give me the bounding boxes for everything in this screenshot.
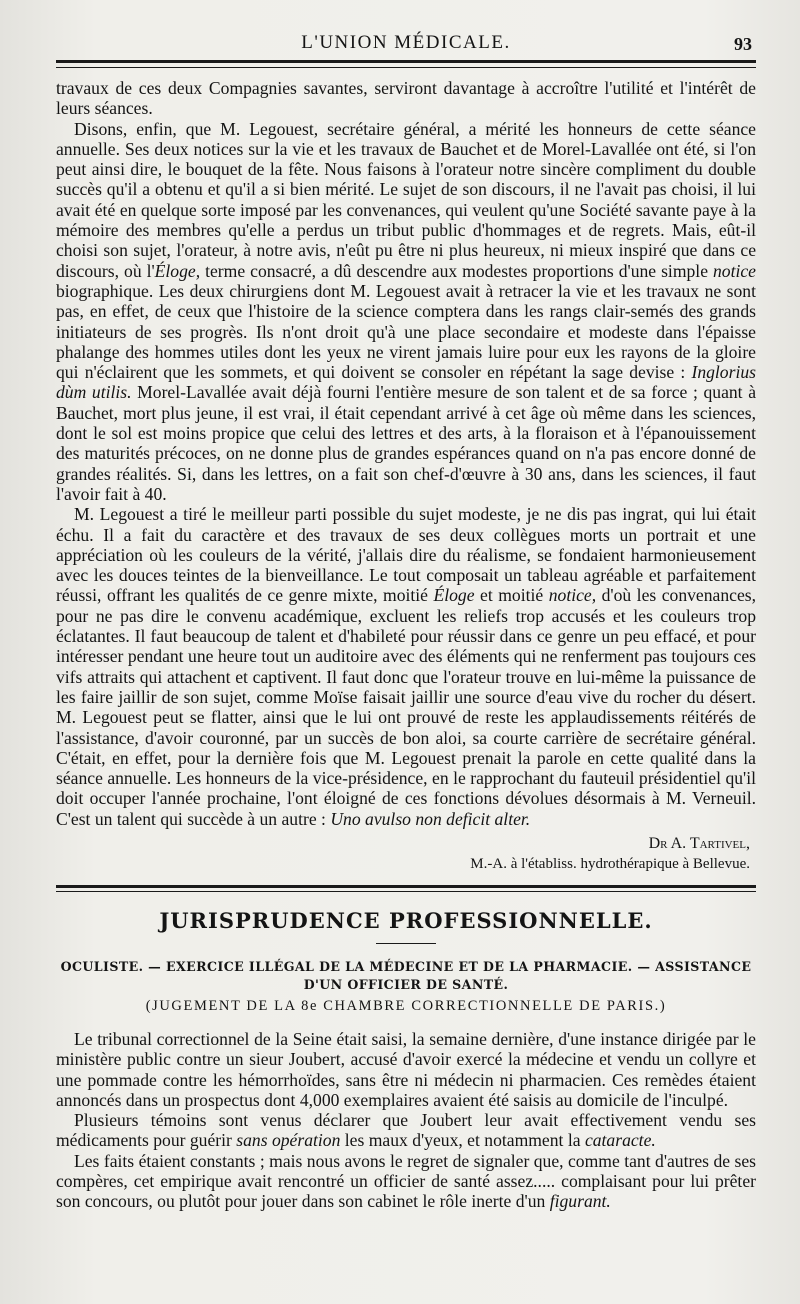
journal-title: L'UNION MÉDICALE.: [301, 32, 511, 53]
italic-figurant: figurant.: [549, 1191, 611, 1212]
case-subheading: (JUGEMENT DE LA 8e CHAMBRE CORRECTIONNELLE DE PARIS.): [145, 997, 667, 1014]
paragraph-intro: travaux de ces deux Compagnies savantes, serviront davantage à accroître l'utilité et l'intérêt de leurs séances.: [56, 78, 756, 119]
paragraph-tribunal: Le tribunal correctionnel de la Seine était saisi, la semaine dernière, d'une instance dirigée par le ministère public contre un sieur Joubert, accusé d'avoir exercé la médecine et vendu un collyre et une pommade contre les hémorrhoïdes, sans être ni médecin ni pharmacien. Ces remèdes étaient annoncés dans un prospectus dont 4,000 exemplaires avaient été saisis au domicile de l'inculpé.: [56, 1028, 756, 1110]
italic-sans-operation: sans opération: [236, 1130, 341, 1151]
italic-latin-quote: Uno avulso non deficit alter.: [330, 808, 531, 829]
italic-eloge: Éloge,: [154, 260, 201, 281]
paragraph-legouest-parti: [56, 504, 756, 829]
text-run: Morel-Lavallée avait déjà fourni l'entière mesure de son talent et de sa force ; quant à Bauchet, mort plus jeune, il est vrai, il était cependant arrivé à cet âge où même dans les sciences, dont le sol est moins propice que celui des lettres et des arts, à la floraison et à l'épanouissement des maturités précoces, on ne donne plus de grandes espérances quand on n'a pas encore donné de grandes réalités. Si, dans les lettres, on a fait son chef-d'œuvre à 30 ans, dans les sciences, il faut l'avoir fait à 40.: [56, 382, 757, 504]
text-run: Disons, enfin, que M. Legouest, secrétaire général, a mérité les honneurs de cette séance annuelle. Ses deux notices sur la vie et les travaux de Bauchet et de Morel-Lavallée ont été, si l'on peut ainsi dire, le bouquet de la fête. Nous faisons à l'orateur notre sincère compliment du double succès qu'il a obtenu et qu'il a si bien mérité. Le sujet de son discours, il ne l'avait pas choisi, il lui avait été en quelque sorte imposé par les convenances, qui veulent qu'une Société savante paye à la mémoire des membres qu'elle a perdus un tribut public d'hommages et de regrets. Mais, eût-il choisi son sujet, l'orateur, à notre avis, n'eût pu être ni plus heureux, ni mieux inspiré que dans ce discours, où l': [56, 118, 756, 281]
signature-block: [56, 833, 750, 875]
title-underline: [376, 943, 436, 944]
text-run: et moitié: [474, 585, 549, 606]
italic-eloge: Éloge: [433, 585, 475, 606]
case-heading: OCULISTE. — EXERCICE ILLÉGAL DE LA MÉDECINE ET DE LA PHARMACIE. — ASSISTANCE D'UN OFFICIER DE SANTÉ.: [60, 958, 752, 992]
section-title: JURISPRUDENCE PROFESSIONNELLE.: [159, 907, 653, 933]
section-rule: [56, 885, 756, 892]
text-run: d'où les convenances, pour ne pas dire le convenu académique, excluent les reliefs trop accusés et les couleurs trop éclatantes. Il faut beaucoup de talent et d'habileté pour réussir dans ce genre un peu effacé, et pour intéresser pendant une heure tout un auditoire avec des éléments qui ne renferment pas toujours ces vifs attraits qui attachent et captivent. Il faut donc que l'orateur trouve en lui-même la puissance de les faire jaillir de son sujet, comme Moïse faisait jaillir une source d'eau vive du rocher du désert. M. Legouest peut se flatter, ainsi que le lui ont prouvé de reste les applaudissements réitérés de l'assistance, d'avoir couronné, par un succès de bon aloi, sa courte carrière de secrétaire général. C'était, en effet, pour la dernière fois que M. Legouest prenait la parole en cette qualité dans la séance annuelle. Les honneurs de la vice-présidence, en le rapprochant du fauteuil présidentiel qu'il doit occuper l'année prochaine, l'ont éloigné de ces fonctions dévolues désormais à M. Verneuil. C'est un talent qui succède à un autre :: [56, 585, 756, 829]
paragraph-temoins: [56, 1110, 756, 1151]
text-run: biographique. Les deux chirurgiens dont M. Legouest avait à retracer la vie et les travaux ne sont pas, en effet, de ceux que l'histoire de la science comptera dans les rangs clair-semés des grands initiateurs de ses progrès. Ils n'ont droit qu'à une place secondaire et modeste dans l'épaisse phalange des hommes utiles dont les yeux ne virent jamais luire pour eux les rayons de la gloire qui n'éclairent que les sommets, et qui doivent se consoler en répétant la sage devise :: [56, 280, 756, 383]
author-title: M.-A. à l'établiss. hydrothérapique à Bellevue.: [470, 855, 750, 872]
author-name: Dr A. Tartivel,: [648, 834, 750, 852]
page-number: 93: [734, 34, 752, 54]
italic-notice: notice: [713, 260, 756, 281]
text-run: Les faits étaient constants ; mais nous avons le regret de signaler que, comme tant d'autres de ses compères, cet empirique avait rencontré un officier de santé assez..... complaisant pour lui prêter son concours, ou plutôt pour jouer dans son cabinet le rôle inerte d'un: [56, 1150, 756, 1212]
running-head: [56, 26, 756, 56]
header-rule: [56, 60, 756, 68]
paragraph-legouest-honneurs: [56, 119, 756, 505]
text-run: M. Legouest a tiré le meilleur parti possible du sujet modeste, je ne dis pas ingrat, qui lui était échu. Il a fait du caractère et des travaux de ses deux collègues morts un portrait et une appréciation où les couleurs de la vérité, j'allais dire du réalisme, se fondaient harmonieusement avec les douces teintes de la bienveillance. Le tout composait un tableau agréable et parfaitement réussi, offrant les qualités de ce genre mixte, moitié: [56, 504, 756, 606]
article-jurisprudence: [56, 1029, 756, 1212]
paragraph-faits: [56, 1151, 756, 1212]
text-run: les maux d'yeux, et notamment la: [340, 1130, 585, 1151]
text-run: Plusieurs témoins sont venus déclarer que Joubert leur avait effectivement vendu ses médicaments pour guérir: [56, 1110, 756, 1151]
italic-notice: notice,: [548, 585, 597, 606]
text-run: terme consacré, a dû descendre aux modestes proportions d'une simple: [200, 260, 713, 281]
italic-cataracte: cataracte.: [584, 1130, 656, 1151]
italic-devise: Inglorius dùm utilis.: [56, 362, 756, 403]
